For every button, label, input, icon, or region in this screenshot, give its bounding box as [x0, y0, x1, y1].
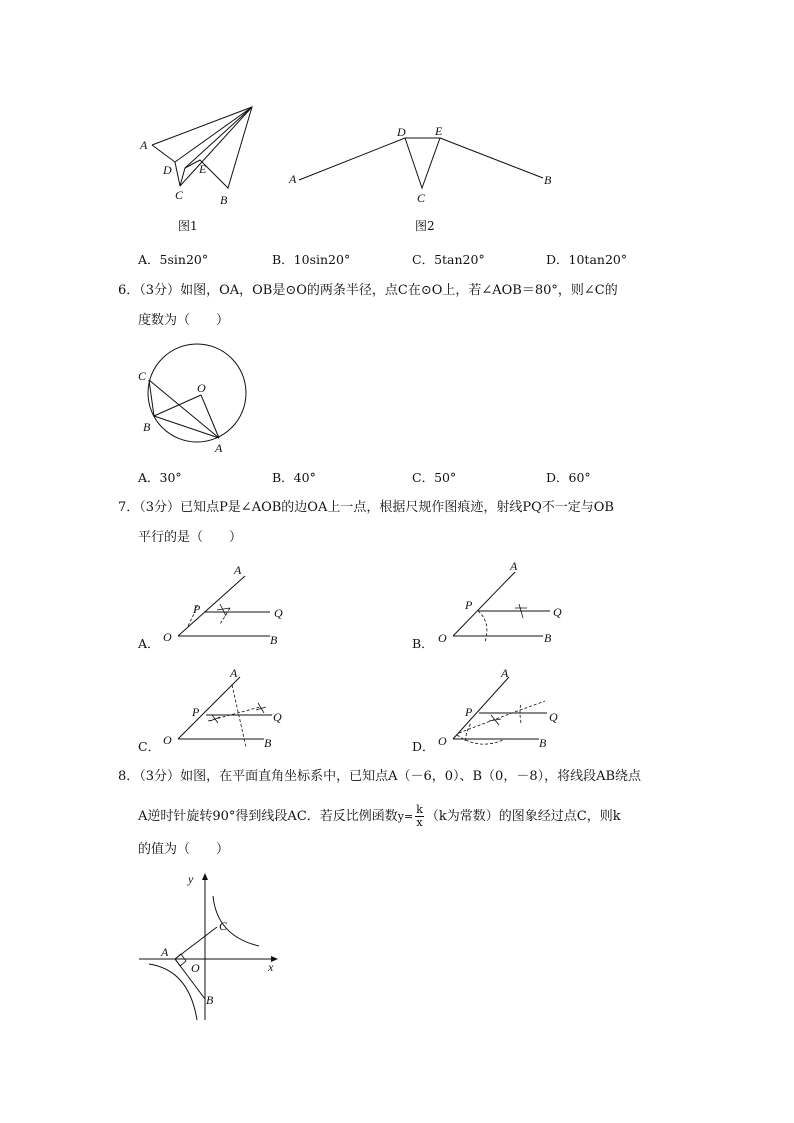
q7b-label-Q: Q [553, 605, 562, 619]
q7b-label-P: P [465, 598, 473, 612]
q7-figure-a [160, 560, 290, 650]
q7-text-2: 平行的是（ ） [138, 530, 243, 545]
q6-text-2: 度数为（ ） [138, 313, 230, 328]
q6-text-1: 如图，OA，OB是⊙O的两条半径，点C在⊙O上，若∠AOB＝80°，则∠C的 [180, 283, 618, 298]
q8-line-1 [118, 768, 641, 786]
q6-option-d[interactable]: D．60° [546, 470, 591, 485]
q7d-label-O: O [438, 734, 447, 748]
q7a-label-O: O [163, 630, 172, 644]
fig2-caption: 图2 [415, 219, 435, 233]
q7-option-d[interactable]: D． [412, 739, 435, 754]
q7-option-a[interactable]: A． [138, 636, 160, 651]
fig1-caption: 图1 [178, 219, 198, 233]
q6-option-c[interactable]: C．50° [412, 470, 457, 485]
q8-label-A: A [161, 945, 169, 959]
q8-fraction-numerator: k [416, 803, 423, 816]
q5-option-d[interactable]: D．10tan20° [546, 252, 628, 267]
q8-label-y: y [188, 872, 194, 886]
q7b-label-B: B [544, 631, 552, 645]
q7a-label-A: A [234, 563, 242, 577]
q7c-label-B: B [264, 736, 272, 750]
q7a-label-P: P [193, 602, 201, 616]
q6-line-1 [118, 282, 618, 300]
fig2-label-B: B [544, 173, 552, 187]
q8-fraction [415, 804, 424, 829]
q7-number: 7． [118, 500, 140, 515]
q6-number: 6． [118, 283, 140, 298]
q6-label-B: B [143, 420, 151, 434]
fig2-label-D: D [397, 125, 406, 139]
q6-option-b[interactable]: B．40° [272, 470, 316, 485]
q7b-label-A: A [510, 559, 518, 573]
q5-figure-1 [130, 100, 270, 210]
q8-line-2 [138, 803, 621, 831]
q8-number: 8． [118, 769, 140, 784]
q7c-label-Q: Q [273, 710, 282, 724]
fig1-label-A: A [140, 138, 148, 152]
q7a-label-B: B [270, 633, 278, 647]
q7c-label-O: O [163, 733, 172, 747]
q8-figure [135, 868, 285, 1028]
fig1-label-B: B [220, 193, 228, 207]
q8-score: （3分） [139, 769, 181, 784]
q7d-label-A: A [501, 666, 509, 680]
q7-option-b[interactable]: B． [412, 636, 434, 651]
q7-line-1 [118, 499, 614, 517]
q7-figure-b [435, 560, 575, 650]
q7-text-1: 已知点P是∠AOB的边OA上一点，根据尺规作图痕迹，射线PQ不一定与OB [180, 500, 614, 515]
q7d-label-P: P [465, 705, 473, 719]
q7-option-c[interactable]: C． [138, 739, 161, 754]
q6-option-a[interactable]: A．30° [138, 470, 182, 485]
fig2-label-E: E [435, 124, 443, 138]
q7c-label-A: A [230, 666, 238, 680]
q5-option-a[interactable]: A．5sin20° [138, 252, 209, 267]
fig1-label-E: E [199, 162, 207, 176]
q7d-label-B: B [539, 736, 547, 750]
q7-figure-d [435, 663, 575, 753]
q8-text-3: 的值为（ ） [138, 842, 230, 857]
q6-label-A: A [215, 441, 223, 455]
q8-fraction-denominator: x [416, 816, 423, 829]
q6-score: （3分） [139, 283, 181, 298]
q6-figure [135, 340, 260, 460]
q6-label-O: O [197, 381, 206, 395]
q7b-label-O: O [438, 631, 447, 645]
q8-func-y: y= [397, 810, 414, 823]
q7a-label-Q: Q [274, 606, 283, 620]
q7-score: （3分） [139, 500, 181, 515]
q7d-label-Q: Q [549, 710, 558, 724]
fig1-label-D: D [163, 163, 172, 177]
q5-option-b[interactable]: B．10sin20° [272, 252, 351, 267]
q8-label-B: B [206, 993, 214, 1007]
q8-label-O: O [191, 961, 200, 975]
q5-figure-2 [285, 120, 560, 210]
fig1-label-C: C [175, 188, 184, 202]
q8-text-1: 如图，在平面直角坐标系中，已知点A（－6，0）、B（0，－8），将线段AB绕点 [180, 769, 642, 784]
q8-label-C: C [219, 919, 228, 933]
q7c-label-P: P [192, 705, 200, 719]
q8-label-x: x [268, 960, 274, 974]
q8-text-2a: A逆时针旋转90°得到线段AC．若反比例函数 [138, 809, 398, 824]
fig2-label-C: C [417, 191, 426, 205]
fig2-label-A: A [289, 172, 297, 186]
q7-figure-c [160, 663, 300, 753]
q5-option-c[interactable]: C．5tan20° [412, 252, 485, 267]
q8-text-2b: （k为常数）的图象经过点C，则k [425, 809, 621, 824]
q6-label-C: C [138, 369, 147, 383]
